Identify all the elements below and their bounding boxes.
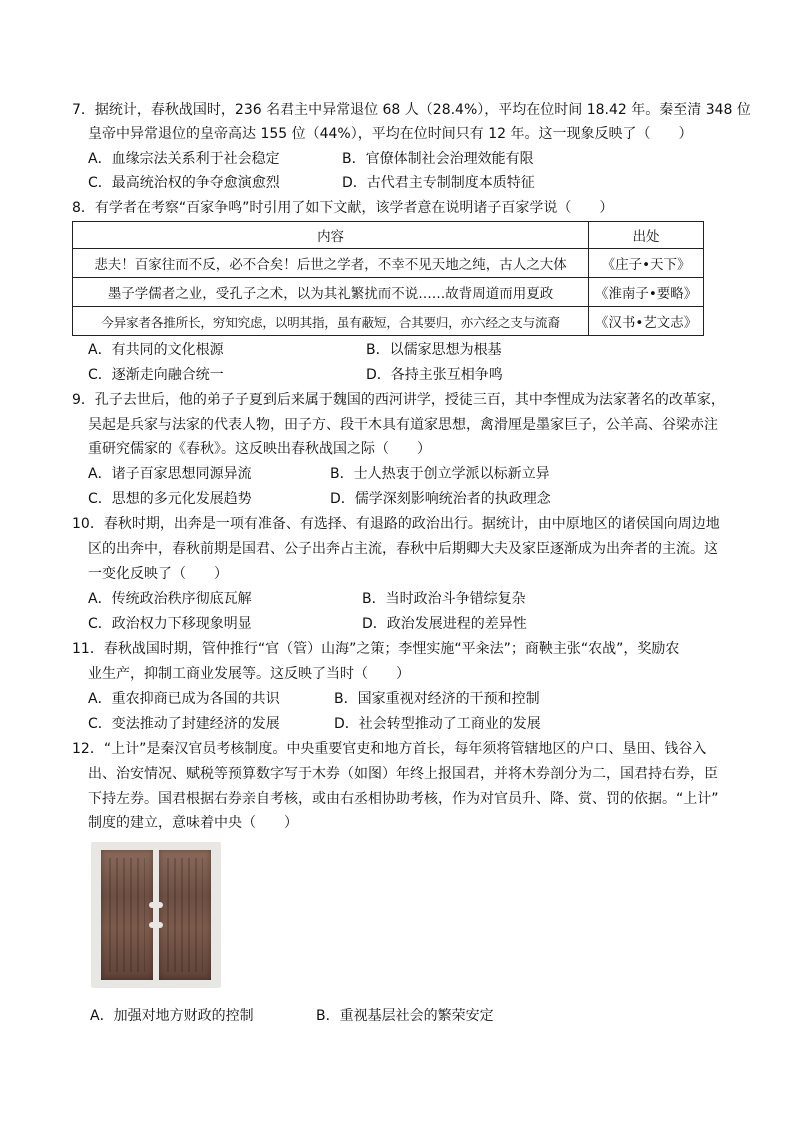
q10-stem-line-3: 一变化反映了（ ） bbox=[88, 566, 228, 582]
q8-stem-line-1: 8．有学者在考察“百家争鸣”时引用了如下文献，该学者意在说明诸子百家学说（ ） bbox=[72, 200, 614, 216]
q8-option-a[interactable]: A．有共同的文化根源 bbox=[88, 342, 224, 358]
table-header-source: 出处 bbox=[589, 222, 704, 249]
q10-option-b[interactable]: B．当时政治斗争错综复杂 bbox=[362, 591, 526, 607]
q9-option-a[interactable]: A．诸子百家思想同源异流 bbox=[88, 466, 252, 482]
q7-stem-line-1: 7．据统计，春秋战国时，236 名君主中异常退位 68 人（28.4%），平均在位时间 18.42 年。秦至清 348 位 bbox=[72, 102, 751, 118]
q9-stem-line-3: 重研究儒家的《春秋》。这反映出春秋战国之际（ ） bbox=[88, 441, 431, 457]
q8-option-d[interactable]: D．各持主张互相争鸣 bbox=[366, 367, 503, 383]
q10-option-c[interactable]: C．政治权力下移现象明显 bbox=[88, 616, 252, 632]
q12-option-a[interactable]: A．加强对地方财政的控制 bbox=[90, 1008, 254, 1024]
table-cell-source: 《淮南子•要略》 bbox=[589, 278, 704, 307]
q11-option-b[interactable]: B．国家重视对经济的干预和控制 bbox=[334, 691, 540, 707]
q7-option-b[interactable]: B．官僚体制社会治理效能有限 bbox=[342, 151, 534, 167]
table-cell-source: 《庄子•天下》 bbox=[589, 249, 704, 278]
q11-stem-line-1: 11．春秋战国时期，管仲推行“官（管）山海”之策；李悝实施“平籴法”；商鞅主张“农战”，奖励农 bbox=[72, 641, 680, 657]
q10-option-a[interactable]: A．传统政治秩序彻底瓦解 bbox=[88, 591, 252, 607]
q10-option-d[interactable]: D．政治发展进程的差异性 bbox=[362, 616, 527, 632]
table-row bbox=[73, 278, 704, 307]
q10-stem-line-1: 10．春秋时期，出奔是一项有准备、有选择、有退路的政治出行。据统计，由中原地区的诸侯国向周边地 bbox=[72, 516, 720, 532]
q10-stem-line-2: 区的出奔中，春秋前期是国君、公子出奔占主流，春秋中后期卿大夫及家臣逐渐成为出奔者的主流。这 bbox=[88, 541, 718, 557]
q9-option-d[interactable]: D．儒学深刻影响统治者的执政理念 bbox=[330, 491, 551, 507]
table-row bbox=[73, 307, 704, 336]
q12-option-b[interactable]: B．重视基层社会的繁荣安定 bbox=[316, 1008, 494, 1024]
q12-stem-line-2: 出、治安情况、赋税等预算数字写于木券（如图）年终上报国君，并将木券剖分为二，国君持右券，臣 bbox=[88, 766, 718, 782]
q11-option-c[interactable]: C．变法推动了封建经济的发展 bbox=[88, 716, 280, 732]
q11-option-d[interactable]: D．社会转型推动了工商业的发展 bbox=[334, 716, 541, 732]
q7-stem-line-2: 皇帝中异常退位的皇帝高达 155 位（44%），平均在位时间只有 12 年。这一现象反映了（ ） bbox=[88, 126, 693, 142]
q9-option-c[interactable]: C．思想的多元化发展趋势 bbox=[88, 491, 252, 507]
q12-stem-line-3: 下持左券。国君根据右券亲自考核，或由右丞相协助考核，作为对官员升、降、赏、罚的依据。“上计” bbox=[88, 791, 719, 807]
table-cell-content: 悲夫！百家往而不反，必不合矣！后世之学者，不幸不见天地之纯，古人之大体 bbox=[73, 249, 589, 278]
q8-source-table bbox=[72, 221, 704, 336]
q11-option-a[interactable]: A．重农抑商已成为各国的共识 bbox=[88, 691, 280, 707]
table-header-content: 内容 bbox=[73, 222, 589, 249]
q12-stem-line-4: 制度的建立，意味着中央（ ） bbox=[88, 815, 298, 831]
q8-option-b[interactable]: B．以儒家思想为根基 bbox=[366, 342, 502, 358]
q8-option-c[interactable]: C．逐渐走向融合统一 bbox=[88, 367, 224, 383]
table-cell-source: 《汉书•艺文志》 bbox=[589, 307, 704, 336]
q7-option-d[interactable]: D．古代君主专制制度本质特征 bbox=[342, 175, 535, 191]
table-row bbox=[73, 249, 704, 278]
right-tally-slip bbox=[159, 850, 211, 980]
left-tally-slip bbox=[101, 850, 153, 980]
q9-stem-line-2: 吴起是兵家与法家的代表人物，田子方、段干木具有道家思想，禽滑厘是墨家巨子，公羊高、谷梁赤注 bbox=[88, 417, 718, 433]
wooden-tally-photo bbox=[91, 842, 221, 988]
table-header-row bbox=[73, 222, 704, 249]
table-cell-content: 今异家者各推所长，穷知究虑，以明其指，虽有蔽短，合其要归，亦六经之支与流裔 bbox=[73, 307, 589, 336]
table-cell-content: 墨子学儒者之业，受孔子之术，以为其礼繁扰而不说……故背周道而用夏政 bbox=[73, 278, 589, 307]
q7-option-c[interactable]: C．最高统治权的争夺愈演愈烈 bbox=[88, 175, 280, 191]
q7-option-a[interactable]: A．血缘宗法关系利于社会稳定 bbox=[88, 151, 280, 167]
q9-stem-line-1: 9．孔子去世后，他的弟子子夏到后来属于魏国的西河讲学，授徒三百，其中李悝成为法家著名的改革家， bbox=[72, 392, 725, 408]
q12-stem-line-1: 12．“上计”是秦汉官员考核制度。中央重要官吏和地方首长，每年须将管辖地区的户口、垦田、钱谷入 bbox=[72, 741, 707, 757]
q9-option-b[interactable]: B．士人热衷于创立学派以标新立异 bbox=[330, 466, 550, 482]
q11-stem-line-2: 业生产，抑制工商业发展等。这反映了当时（ ） bbox=[88, 666, 410, 682]
